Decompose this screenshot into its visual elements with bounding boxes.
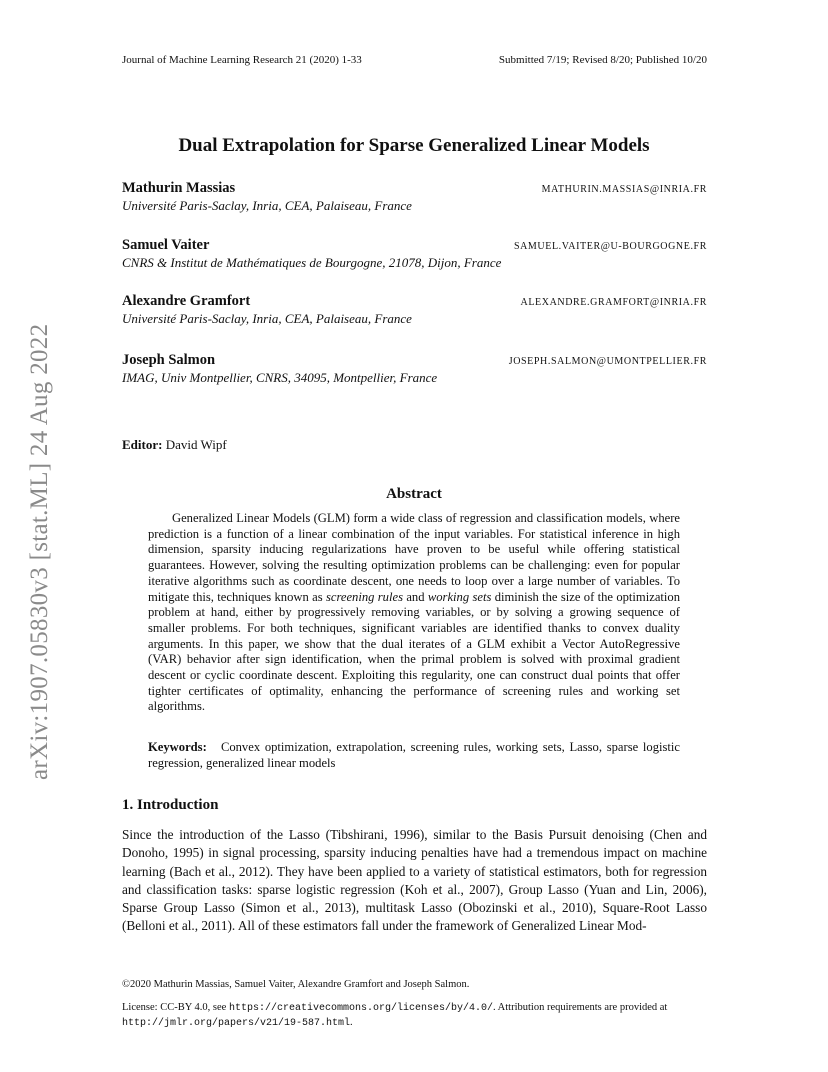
introduction-text: Since the introduction of the Lasso (Tibshirani, 1996), similar to the Basis Pursuit denoising (Chen and Donoho, 1995) in signal processing, sparsity inducing penalties have had a tremendous impact on machine learning (Bach et al., 2012). They have been applied to a variety of statistical estimators, both for regression and classification tasks: sparse logistic regression (Koh et al., 2007), Group Lasso (Yuan and Lin, 2006), Sparse Group Lasso (Simon et al., 2013), multitask Lasso (Obozinski et al., 2010), Square-Root Lasso (Belloni et al., 2011). All of these estimators fall under the framework of Generalized Linear Mod- — [122, 827, 707, 934]
license-middle: . Attribution requirements are provided at — [492, 1002, 668, 1013]
author-block — [122, 293, 707, 327]
author-affiliation: IMAG, Univ Montpellier, CNRS, 34095, Montpellier, France — [122, 370, 438, 385]
paper-title: Dual Extrapolation for Sparse Generalized Linear Models — [178, 135, 650, 156]
author-email: JOSEPH.SALMON@UMONTPELLIER.FR — [508, 356, 707, 367]
keywords-label: Keywords: — [148, 740, 207, 754]
author-email: ALEXANDRE.GRAMFORT@INRIA.FR — [520, 297, 707, 308]
abstract-text — [148, 511, 680, 715]
author-name: Joseph Salmon — [122, 352, 216, 368]
abstract-part-1: Generalized Linear Models (GLM) form a wide class of regression and classification models, where prediction is a function of a linear combination of the input variables. For statistical inference in high dimension, sparsity inducing regularizations have proven to be useful while offering statistical guarantees. However, solving the resulting optimization problems can be challenging: even for popular iterative algorithms such as coordinate descent, one needs to loop over a large number of variables. To mitigate this, techniques known as — [148, 511, 680, 604]
keywords-text: Convex optimization, extrapolation, screening rules, working sets, Lasso, sparse logistic regression, generalized linear models — [148, 740, 680, 770]
running-header — [122, 54, 707, 66]
journal-info: Journal of Machine Learning Research 21 (2020) 1-33 — [122, 54, 362, 66]
author-email: SAMUEL.VAITER@U-BOURGOGNE.FR — [513, 241, 707, 252]
author-name: Alexandre Gramfort — [122, 293, 251, 309]
arxiv-stamp: arXiv:1907.05830v3 [stat.ML] 24 Aug 2022 — [26, 323, 53, 780]
license-end: . — [350, 1017, 353, 1028]
author-block — [122, 180, 707, 214]
author-name: Mathurin Massias — [122, 180, 236, 196]
paper-link[interactable]: http://jmlr.org/papers/v21/19-587.html — [122, 1018, 351, 1029]
copyright-notice: ©2020 Mathurin Massias, Samuel Vaiter, Alexandre Gramfort and Joseph Salmon. — [122, 979, 470, 990]
editor-line — [122, 437, 227, 453]
abstract-emphasis-1: screening rules — [325, 589, 403, 604]
author-affiliation: Université Paris-Saclay, Inria, CEA, Palaiseau, France — [122, 311, 412, 326]
license-notice — [122, 1001, 707, 1031]
section-heading: 1. Introduction — [122, 797, 219, 813]
author-email: MATHURIN.MASSIAS@INRIA.FR — [541, 184, 707, 195]
license-prefix: License: CC-BY 4.0, see — [122, 1002, 229, 1013]
author-block — [122, 237, 707, 271]
submission-dates: Submitted 7/19; Revised 8/20; Published 10/20 — [498, 54, 707, 66]
abstract-part-3: diminish the size of the optimization problem at hand, either by progressively removing variables, or by solving a growing sequence of smaller problems. For both techniques, significant variables are identified thanks to convex duality arguments. In this paper, we show that the dual iterates of a GLM exhibit a Vector AutoRegressive (VAR) behavior after sign identification, when the primal problem is solved with proximal gradient descent or cyclic coordinate descent. Exploiting this regularity, one can construct dual points that offer tighter certificates of optimality, enhancing the performance of screening rules and working set algorithms. — [148, 589, 680, 714]
author-affiliation: Université Paris-Saclay, Inria, CEA, Palaiseau, France — [122, 198, 412, 213]
editor-label: Editor: — [122, 437, 163, 452]
author-name: Samuel Vaiter — [122, 237, 210, 253]
license-link[interactable]: https://creativecommons.org/licenses/by/4.0/ — [228, 1003, 493, 1014]
editor-name: David Wipf — [165, 437, 227, 452]
abstract-emphasis-2: working sets — [427, 589, 492, 604]
author-block — [122, 352, 707, 386]
abstract-part-2: and — [402, 589, 428, 604]
author-affiliation: CNRS & Institut de Mathématiques de Bourgogne, 21078, Dijon, France — [122, 255, 502, 270]
keywords — [148, 740, 680, 771]
abstract-heading: Abstract — [386, 486, 442, 502]
